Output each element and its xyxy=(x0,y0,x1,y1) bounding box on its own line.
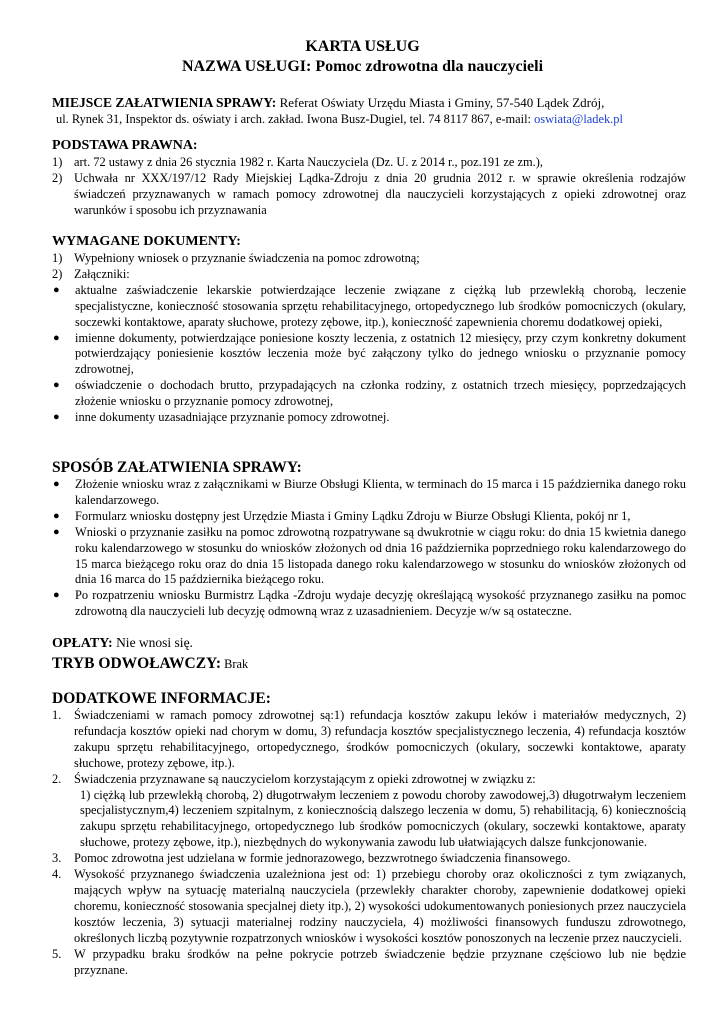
item-text: art. 72 ustawy z dnia 26 stycznia 1982 r. Karta Nauczyciela (Dz. U. z 2014 r., poz.191 ze zm.), xyxy=(74,155,543,169)
item-number: 3. xyxy=(52,851,62,866)
sposob-heading: SPOSÓB ZAŁATWIENIA SPRAWY: xyxy=(52,459,302,476)
contact-email-link[interactable]: oswiata@ladek.pl xyxy=(534,112,623,126)
item-text: Wypełniony wniosek o przyznanie świadczenia na pomoc zdrowotną; xyxy=(74,251,420,265)
item-text: Wysokość przyznanego świadczenia uzależniona jest od: 1) przebiegu choroby oraz okoliczności z tym związanych, mających wpływ na sytuację materialną nauczyciela (przewlekły charakter choroby, zapewnienie dodatkowej opieki choremu, konieczność stosowania specjalnej diety itp.), 2) wysokości udokumentowanych poniesionych przez nauczyciela kosztów leczenia, 3) sytuacji materialnej rodziny nauczyciela, 4) możliwości finansowych funduszu zdrowotnego, określonych liczbą pozytywnie rozpatrzonych wniosków i wysokości kosztów ponoszonych na leczenie przez nauczycieli. xyxy=(74,867,686,945)
section-wymagane-dokumenty xyxy=(52,233,686,426)
oplaty-label: OPŁATY: xyxy=(52,636,113,651)
bullet-text: Formularz wniosku dostępny jest Urzędzie Miasta i Gminy Lądku Zdroju w Biurze Obsługi Klienta, pokój nr 1, xyxy=(75,508,631,523)
item-number: 1) xyxy=(52,155,63,169)
section-miejsce xyxy=(52,94,686,128)
dodatkowe-item-3 xyxy=(52,851,686,867)
bullet-icon: ● xyxy=(53,589,60,602)
section-oplaty xyxy=(52,635,686,673)
item-number: 5. xyxy=(52,946,62,961)
dodatkowe-item-5 xyxy=(52,947,686,979)
sposob-bullet xyxy=(52,588,686,620)
item-number: 4. xyxy=(52,867,62,882)
item-text: Świadczeniami w ramach pomocy zdrowotnej są:1) refundacja kosztów zakupu leków i materiałów medycznych, 2) refundacja kosztów opieki nad chorym w domu, 3) refundacja kosztów specjalistycznego leczenia, 4) refundacja kosztów zakupu sprzętu rehabilitacyjnego, ortopedycznego, środków pomocniczych (okulary, soczewki kontaktowe, aparaty słuchowe, protezy zębowe, itp.). xyxy=(74,708,686,770)
item-number: 1. xyxy=(52,708,62,722)
item-text: W przypadku braku środków na pełne pokrycie potrzeb świadczenie będzie przyznane częściowo lub nie będzie przyznane. xyxy=(74,946,686,977)
tryb-line xyxy=(52,654,686,673)
item-number: 2. xyxy=(52,771,62,786)
dodatkowe-heading: DODATKOWE INFORMACJE: xyxy=(52,690,271,707)
service-name-title: NAZWA USŁUGI: Pomoc zdrowotna dla nauczycieli xyxy=(181,58,544,75)
dokumenty-bullet xyxy=(52,378,686,410)
item-number: 2) xyxy=(52,266,63,281)
dokumenty-bullet xyxy=(52,410,686,426)
miejsce-address: Referat Oświaty Urzędu Miasta i Gminy, 57-540 Lądek Zdrój, xyxy=(276,95,605,110)
dodatkowe-item-2-sub xyxy=(52,788,686,852)
item-number: 1) xyxy=(52,251,63,265)
sposob-bullet xyxy=(52,477,686,509)
bullet-text: imienne dokumenty, potwierdzające poniesione koszty leczenia, z ostatnich 12 miesięcy, przy czym konkretny dokument potwierdzający poniesienie kosztów leczenia może być załączony tylko do jednego wniosku o przyznanie pomocy zdrowotnej, xyxy=(75,330,686,377)
bullet-text: Złożenie wniosku wraz z załącznikami w Biurze Obsługi Klienta, w terminach do 15 marca i 15 października danego roku kalendarzowego. xyxy=(75,477,686,507)
item-subtext: 1) ciężką lub przewlekłą chorobą, 2) długotrwałym leczeniem z powodu choroby zawodowej,3) długotrwałym leczeniem specjalistycznym,4) leczeniem szpitalnym, z koniecznością dalszego leczenia w domu, 5) rehabilitacją, 6) koniecznością zakupu sprzętu rehabilitacyjnego, ortopedycznego lub środków pomocniczych (okulary, soczewki kontaktowe, aparaty słuchowe, protezy zębowe, itp.), niezbędnych do wykonywania zawodu lub ułatwiających dalsze funkcjonowanie. xyxy=(80,787,686,850)
bullet-icon: ● xyxy=(53,509,60,522)
sposob-bullet xyxy=(52,525,686,589)
item-text: Świadczenia przyznawane są nauczycielom korzystającym z opieki zdrowotnej w związku z: xyxy=(74,771,536,786)
bullet-text: Po rozpatrzeniu wniosku Burmistrz Lądka -Zdroju wydaje decyzję określającą wysokość przyznanego zasiłku na pomoc zdrowotną dla nauczycieli lub decyzję odmowną wraz z uzasadnieniem. Decyzje w/w są ostateczne. xyxy=(75,588,686,619)
document-title xyxy=(0,37,725,77)
tryb-label: TRYB ODWOŁAWCZY: xyxy=(52,655,221,672)
bullet-icon: ● xyxy=(53,331,60,344)
bullet-icon: ● xyxy=(53,411,60,424)
bullet-text: Wnioski o przyznanie zasiłku na pomoc zdrowotną rozpatrywane są dwukrotnie w ciągu roku: do dnia 15 kwietnia danego roku kalendarzowego w stosunku do wniosków złożonych od dnia 16 października poprzedniego roku kalendarzowego do 15 marca bieżącego roku oraz do dnia 15 listopada danego roku kalendarzowego w stosunku do wniosków złożonych od dnia 16 marca do 15 października bieżącego roku. xyxy=(75,524,686,587)
dokumenty-bullet xyxy=(52,331,686,379)
tryb-value: Brak xyxy=(220,657,249,671)
miejsce-contact: ul. Rynek 31, Inspektor ds. oświaty i arch. zakład. Iwona Busz-Dugiel, tel. 74 8117 867, e-mail: xyxy=(56,112,535,126)
dokumenty-item-2 xyxy=(52,267,686,283)
item-number: 2) xyxy=(52,170,63,185)
podstawa-item-1 xyxy=(52,155,686,171)
bullet-icon: ● xyxy=(53,379,60,392)
podstawa-item-2 xyxy=(52,171,686,219)
bullet-icon: ● xyxy=(53,525,60,538)
bullet-text: oświadczenie o dochodach brutto, przypadających na członka rodziny, z ostatnich trzech miesięcy, poprzedzających złożenie wniosku o przyznanie pomocy zdrowotnej, xyxy=(75,378,686,409)
sposob-bullet xyxy=(52,509,686,525)
miejsce-line1 xyxy=(52,94,686,112)
section-podstawa-prawna xyxy=(52,137,686,219)
section-sposob-zalatwienia xyxy=(52,458,686,620)
dodatkowe-item-2 xyxy=(52,772,686,788)
section-dodatkowe-informacje xyxy=(52,689,686,978)
podstawa-heading: PODSTAWA PRAWNA: xyxy=(52,138,198,153)
oplaty-line xyxy=(52,635,686,653)
card-title: KARTA USŁUG xyxy=(305,38,420,55)
dokumenty-bullet xyxy=(52,283,686,331)
dodatkowe-item-1 xyxy=(52,708,686,772)
bullet-icon: ● xyxy=(53,283,60,296)
bullet-icon: ● xyxy=(53,478,60,490)
miejsce-label: MIEJSCE ZAŁATWIENIA SPRAWY: xyxy=(52,95,277,110)
bullet-text: aktualne zaświadczenie lekarskie potwierdzające leczenie związane z ciężką lub przewlekłą chorobą, leczenie specjalistyczne, konieczność stosowania sprzętu rehabilitacyjnego, ortopedycznego lub środków pomocniczych (okulary, soczewki kontaktowe, aparaty słuchowe, protezy zębowe, itp.), konieczność zapewnienia choremu dodatkowej opieki, xyxy=(75,282,686,329)
item-text: Załączniki: xyxy=(74,266,130,281)
item-text: Pomoc zdrowotna jest udzielana w formie jednorazowego, bezzwrotnego świadczenia finansowego. xyxy=(74,851,571,866)
miejsce-line2 xyxy=(52,112,686,128)
dokumenty-item-1 xyxy=(52,251,686,267)
dodatkowe-item-4 xyxy=(52,867,686,947)
dokumenty-heading: WYMAGANE DOKUMENTY: xyxy=(52,234,241,249)
oplaty-value: Nie wnosi się. xyxy=(112,635,193,650)
bullet-text: inne dokumenty uzasadniające przyznanie pomocy zdrowotnej. xyxy=(75,410,390,425)
item-text: Uchwała nr XXX/197/12 Rady Miejskiej Lądka-Zdroju z dnia 20 grudnia 2012 r. w sprawie określenia rodzajów świadczeń przyznawanych w ramach pomocy zdrowotnej dla nauczycieli korzystających z opieki zdrowotnej oraz warunków i sposobu ich przyznawania xyxy=(74,170,686,217)
